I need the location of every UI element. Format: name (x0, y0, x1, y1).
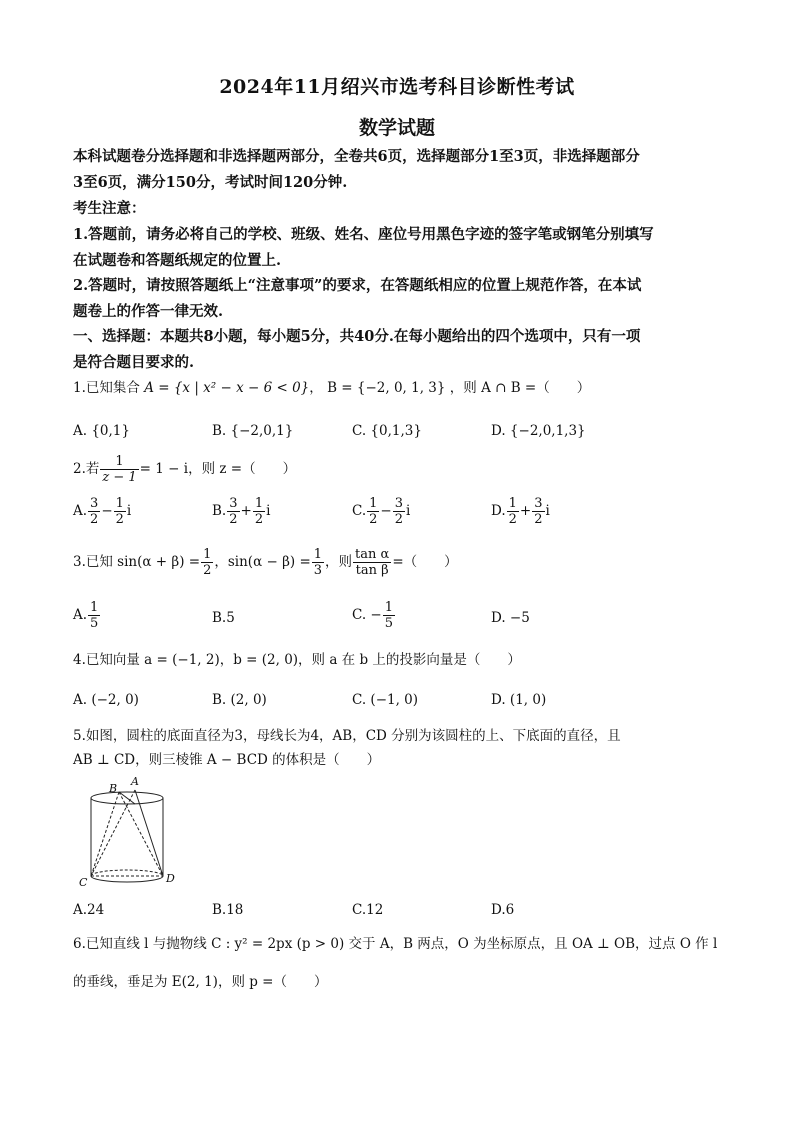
label-a: A (131, 776, 139, 788)
q3-option-b: B.5 (212, 610, 235, 626)
q4-option-c: C. (−1, 0) (352, 692, 419, 708)
q3-c-frac: $\frac{1}{5}$ (384, 600, 394, 631)
q1-option-d: D. {−2,0,1,3} (491, 423, 586, 439)
q2-option-b: B. $\frac{3}{2}$ + $\frac{1}{2}$ i (212, 496, 271, 527)
intro-line-1: 本科试题卷分选择题和非选择题两部分，全卷共6页，选择题部分1至3页，非选择题部分 (73, 148, 640, 165)
note-2-line-1: 2.答题时，请按照答题纸上“注意事项”的要求，在答题纸相应的位置上规范作答，在本试 (73, 277, 642, 294)
q4-option-d: D. (1, 0) (491, 692, 547, 708)
q5-option-c: C.12 (352, 902, 384, 918)
note-1-line-2: 在试题卷和答题纸规定的位置上. (73, 252, 282, 269)
q1-option-c: C. {0,1,3} (352, 423, 422, 439)
question-4-stem: 4.已知向量 a = (−1, 2)，b = (2, 0)，则 a 在 b 上的投影向量是（ ） (73, 652, 521, 668)
diameter-ab (119, 792, 135, 804)
bottom-back-arc (91, 870, 163, 876)
q4-option-a: A. (−2, 0) (73, 692, 139, 708)
exam-title: 2024年11月绍兴市选考科目诊断性考试 (219, 76, 575, 98)
set-a-expression: A = {x | x² − x − 6 < 0} (144, 380, 310, 396)
intro-line-2: 3至6页，满分150分，考试时间120分钟. (73, 174, 348, 191)
q4-option-b: B. (2, 0) (212, 692, 267, 708)
q3-option-d: D. −5 (491, 610, 530, 626)
note-2-line-2: 题卷上的作答一律无效. (73, 303, 224, 320)
q5-option-d: D.6 (491, 902, 515, 918)
bottom-front-arc (91, 876, 163, 882)
edge-ac (91, 790, 135, 876)
label-d: D (166, 872, 175, 885)
q5-option-b: B.18 (212, 902, 244, 918)
set-b-expression: B = {−2, 0, 1, 3} (327, 380, 446, 396)
q2-b-frac-1: $\frac{3}{2}$ (229, 496, 238, 527)
q2-fraction: $\frac{1}{z - 1}$ (102, 454, 137, 485)
cylinder-figure (73, 776, 181, 894)
q2-a-frac-1: $\frac{3}{2}$ (90, 496, 99, 527)
q3-option-a: A. $\frac{1}{5}$ (73, 600, 99, 631)
question-3-stem: 3.已知 sin(α + β) = $\frac{1}{2}$ ，sin(α − β) = $\frac{1}{3}$ ，则 $\frac{\text{tan α}}{\text{tan β}}$ =（ ） (73, 547, 458, 578)
exam-subtitle: 数学试题 (358, 117, 435, 139)
q2-c-frac-1: $\frac{1}{2}$ (369, 496, 378, 527)
q2-option-a: A. $\frac{3}{2}$ − $\frac{1}{2}$ i (73, 496, 132, 527)
q2-option-d: D. $\frac{1}{2}$ + $\frac{3}{2}$ i (491, 496, 550, 527)
section-heading-line-1: 一、选择题：本题共8小题，每小题5分，共40分.在每小题给出的四个选项中，只有一项 (73, 328, 641, 345)
q2-b-frac-2: $\frac{1}{2}$ (254, 496, 264, 527)
section-heading-line-2: 是符合题目要求的. (73, 354, 195, 371)
question-5-stem-line-1: 5.如图，圆柱的底面直径为3，母线长为4，AB，CD 分别为该圆柱的上、下底面的直径，且 (73, 728, 621, 744)
q3-frac-1: $\frac{1}{2}$ (203, 547, 212, 578)
question-6-stem-line-2: 的垂线，垂足为 E(2, 1)，则 p =（ ） (73, 974, 328, 990)
q5-option-a: A.24 (73, 902, 105, 918)
q3-frac-2: $\frac{1}{3}$ (313, 547, 323, 578)
q2-d-frac-2: $\frac{3}{2}$ (534, 496, 543, 527)
question-2-stem: 2.若 $\frac{1}{z - 1}$ = 1 − i，则 z =（ ） (73, 454, 297, 485)
q1-option-b: B. {−2,0,1} (212, 423, 294, 439)
q3-frac-tan: $\frac{\text{tan α}}{\text{tan β}}$ (355, 547, 390, 578)
edge-bd (119, 792, 163, 876)
question-1-stem: 1.已知集合 A = {x | x² − x − 6 < 0}， B = {−2, 0, 1, 3} ，则 A ∩ B =（ ） (73, 380, 591, 396)
label-b: B (109, 782, 118, 795)
notice-label: 考生注意： (73, 200, 146, 217)
q2-option-c: C. $\frac{1}{2}$ − $\frac{3}{2}$ i (352, 496, 411, 527)
question-5-stem-line-2: AB ⊥ CD，则三棱锥 A − BCD 的体积是（ ） (73, 752, 381, 768)
q2-c-frac-2: $\frac{3}{2}$ (394, 496, 404, 527)
q3-option-c: C. − $\frac{1}{5}$ (352, 600, 394, 631)
question-6-stem-line-1: 6.已知直线 l 与抛物线 C : y² = 2px (p > 0) 交于 A，B 两点，O 为坐标原点，且 OA ⊥ OB，过点 O 作 l (73, 936, 718, 952)
label-c: C (79, 876, 88, 889)
q2-d-frac-1: $\frac{1}{2}$ (508, 496, 517, 527)
q1-option-a: A. {0,1} (73, 423, 130, 439)
edge-bc (91, 792, 119, 876)
note-1-line-1: 1.答题前，请务必将自己的学校、班级、姓名、座位号用黑色字迹的签字笔或钢笔分别填写 (73, 226, 654, 243)
q3-a-frac: $\frac{1}{5}$ (90, 600, 99, 631)
q2-a-frac-2: $\frac{1}{2}$ (115, 496, 124, 527)
